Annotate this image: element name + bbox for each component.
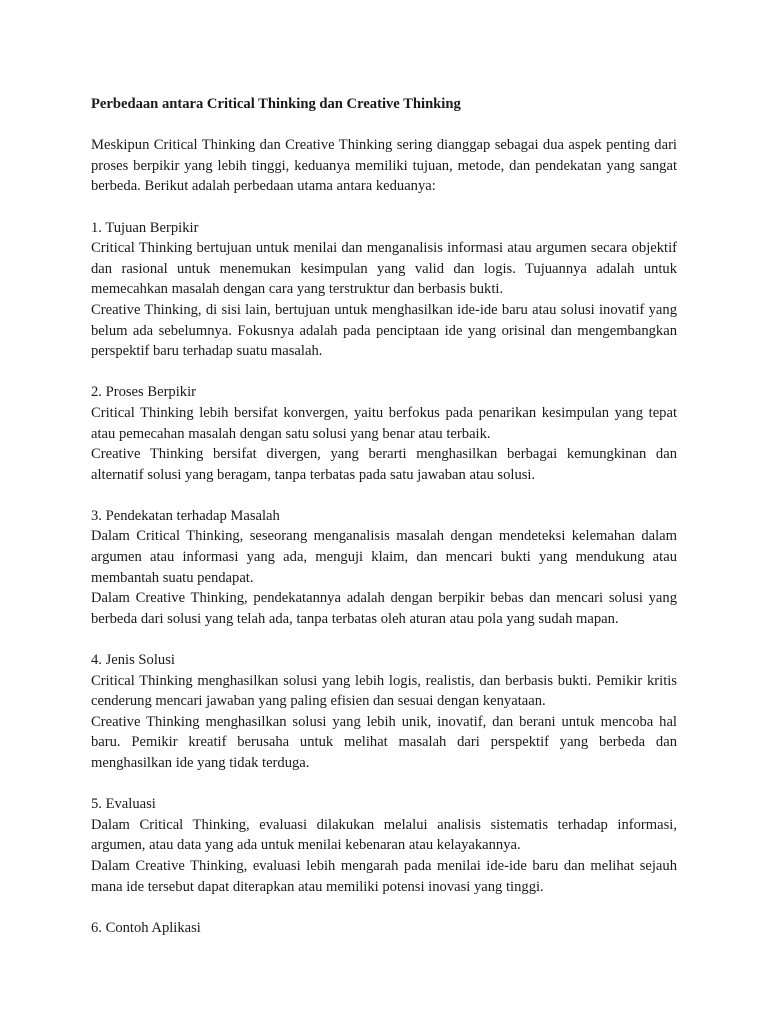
spacer — [91, 115, 677, 136]
spacer — [91, 774, 677, 795]
section-heading-proses: 2. Proses Berpikir — [91, 384, 196, 401]
critical-paragraph: Dalam Critical Thinking, evaluasi dilakukan melalui analisis sistematis terhadap informasi, argumen, atau data yang ada untuk menilai kebenaran atau kelayakannya. — [91, 816, 677, 854]
critical-paragraph: Critical Thinking lebih bersifat konvergen, yaitu berfokus pada penarikan kesimpulan yang tepat atau pemecahan masalah dengan satu solusi yang benar atau terbaik. — [91, 404, 677, 442]
section-heading-pendekatan: 3. Pendekatan terhadap Masalah — [91, 507, 280, 524]
intro-paragraph: Meskipun Critical Thinking dan Creative Thinking sering dianggap sebagai dua aspek penting dari proses berpikir yang lebih tinggi, keduanya memiliki tujuan, metode, dan pendekatan yang sangat berbeda. Berikut adalah perbedaan utama antara keduanya: — [91, 137, 677, 195]
creative-paragraph: Dalam Creative Thinking, pendekatannya adalah dengan berpikir bebas dan mencari solusi yang berbeda dari solusi yang telah ada, tanpa terbatas oleh aturan atau pola yang sudah mapan. — [91, 590, 677, 627]
creative-paragraph: Creative Thinking bersifat divergen, yang berarti menghasilkan berbagai kemungkinan dan alternatif solusi yang beragam, tanpa terbatas pada satu jawaban atau solusi. — [91, 446, 677, 483]
spacer — [91, 629, 677, 650]
critical-paragraph: Critical Thinking bertujuan untuk menilai dan menganalisis informasi atau argumen secara objektif dan rasional untuk menemukan kesimpulan yang valid dan logis. Tujuannya adalah untuk memecahkan masalah dengan cara yang terstruktur dan berbasis bukti. — [91, 240, 677, 298]
creative-paragraph: Creative Thinking, di sisi lain, bertujuan untuk menghasilkan ide-ide baru atau solusi inovatif yang belum ada sebelumnya. Fokusnya adalah pada penciptaan ide yang orisinal dan mengembangkan perspektif baru terhadap suatu masalah. — [91, 301, 677, 360]
critical-paragraph: Critical Thinking menghasilkan solusi yang lebih logis, realistis, dan berbasis bukti. Pemikir kritis cenderung mencari jawaban yang paling efisien dan sesuai dengan kenyataan. — [91, 672, 677, 710]
document-title: Perbedaan antara Critical Thinking dan Creative Thinking — [91, 96, 461, 112]
creative-paragraph: Dalam Creative Thinking, evaluasi lebih mengarah pada menilai ide-ide baru dan melihat sejauh mana ide tersebut dapat diterapkan atau memiliki potensi inovasi yang tinggi. — [91, 857, 677, 895]
section-heading-contoh-aplikasi: 6. Contoh Aplikasi — [91, 919, 201, 936]
section-heading-tujuan: 1. Tujuan Berpikir — [91, 219, 199, 236]
section-heading-evaluasi: 5. Evaluasi — [91, 796, 156, 813]
creative-paragraph: Creative Thinking menghasilkan solusi yang lebih unik, inovatif, dan berani untuk mencoba hal baru. Pemikir kreatif berusaha untuk melihat masalah dari perspektif yang berbeda dan menghasilkan ide yang tidak terduga. — [91, 713, 677, 771]
spacer — [91, 485, 677, 506]
spacer — [91, 897, 677, 918]
critical-paragraph: Dalam Critical Thinking, seseorang menganalisis masalah dengan mendeteksi kelemahan dalam argumen atau informasi yang ada, menguji klaim, dan mencari bukti yang mendukung atau membantah suatu pendapat. — [91, 528, 677, 586]
document-page — [91, 91, 677, 938]
section-heading-jenis-solusi: 4. Jenis Solusi — [91, 652, 175, 669]
spacer — [91, 362, 677, 383]
spacer — [91, 197, 677, 218]
